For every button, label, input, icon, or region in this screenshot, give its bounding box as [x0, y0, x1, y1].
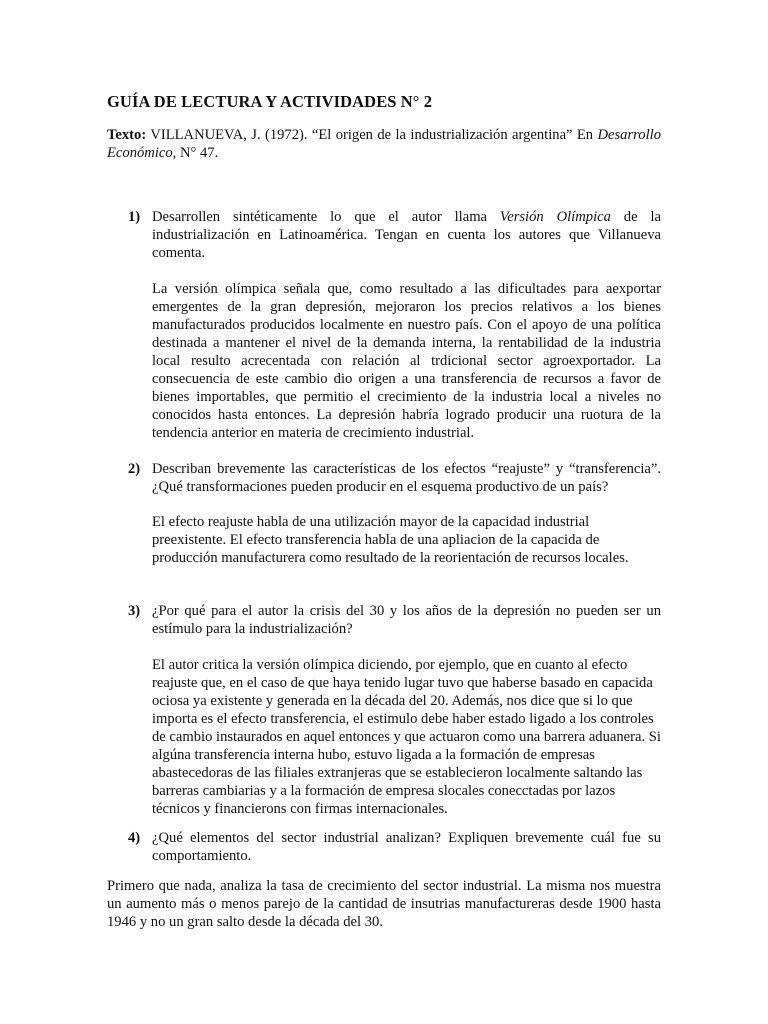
- question-2: [128, 460, 661, 496]
- question-number: 3): [128, 603, 141, 619]
- question-text-part: Desarrollen sintéticamente lo que el autor llama: [152, 209, 500, 225]
- reference-journal: Desarrollo Económico: [107, 127, 661, 161]
- answer-3: El autor critica la versión olímpica diciendo, por ejemplo, que en cuanto al efecto reajuste que, en el caso de que haya tenido lugar tuvo que haberse basado en capacida ociosa ya existente y generada en la década del 20. Además, nos dice que si lo que importa es el efecto transferencia, el estimulo debe haber estado ligado a los controles de cambio instaurados en aquel entonces y que actuaron como una barrera aduanera. Si algúna transferencia interna hubo, estuvo ligada a la formación de empresas abastecedoras de las filiales extranjeras que se establecieron localmente saltando las barreras cambiarias y a la formación de empresa slocales conecctadas por lazos técnicos y financierons con firmas internacionales.: [152, 657, 661, 817]
- reference-citation: VILLANUEVA, J. (1972). “El origen de la industrialización argentina” En: [150, 127, 594, 143]
- reference-issue: , N° 47.: [172, 145, 219, 161]
- question-text: ¿Qué elementos del sector industrial analizan? Expliquen brevemente cuál fue su comportamiento.: [152, 830, 661, 864]
- question-text: [152, 208, 661, 262]
- question-4: [128, 829, 661, 865]
- question-number: 1): [128, 209, 141, 225]
- answer-4: Primero que nada, analiza la tasa de crecimiento del sector industrial. La misma nos muestra un aumento más o menos parejo de la cantidad de insutrias manufactureras desde 1900 hasta 1946 y no un gran salto desde la década del 30.: [107, 878, 661, 930]
- question-text: ¿Por qué para el autor la crisis del 30 y los años de la depresión no pueden ser un estímulo para la industrialización?: [152, 603, 661, 637]
- question-number: 2): [128, 461, 141, 477]
- text-reference: [107, 126, 661, 162]
- reference-label: Texto:: [107, 127, 147, 143]
- question-text-italic: Versión Olímpica: [499, 209, 611, 225]
- question-1: [128, 208, 661, 262]
- answer-1: La versión olímpica señala que, como resultado a las dificultades para aexportar emergentes de la gran depresión, mejoraron los precios relativos a los bienes manufacturados producidos localmente en nuestro país. Con el apoyo de una política destinada a mantener el nivel de la demanda interna, la rentabilidad de la industria local resulto acrecentada con relación al trdicional sector agroexportador. La consecuencia de este cambio dio origen a una transferencia de recursos a favor de bienes importables, que permitio el crecimiento de la industria local a niveles no conocidos hasta entonces. La depresión habría logrado producir una ruotura de la tendencia anterior en materia de crecimiento industrial.: [152, 281, 661, 441]
- answer-2: El efecto reajuste habla de una utilización mayor de la capacidad industrial preexistente. El efecto transferencia habla de una apliacion de la capacida de producción manufacturera como resultado de la reorientación de recursos locales.: [152, 514, 629, 566]
- question-text: Describan brevemente las características de los efectos “reajuste” y “transferencia”. ¿Qué transformaciones pueden producir en el esquema productivo de un país?: [152, 461, 661, 495]
- question-3: [128, 602, 661, 638]
- document-title: GUÍA DE LECTURA Y ACTIVIDADES N° 2: [107, 92, 433, 111]
- question-number: 4): [128, 830, 141, 846]
- question-text-part: de la industrialización en Latinoamérica. Tengan en cuenta los autores que Villanueva comenta.: [152, 209, 661, 261]
